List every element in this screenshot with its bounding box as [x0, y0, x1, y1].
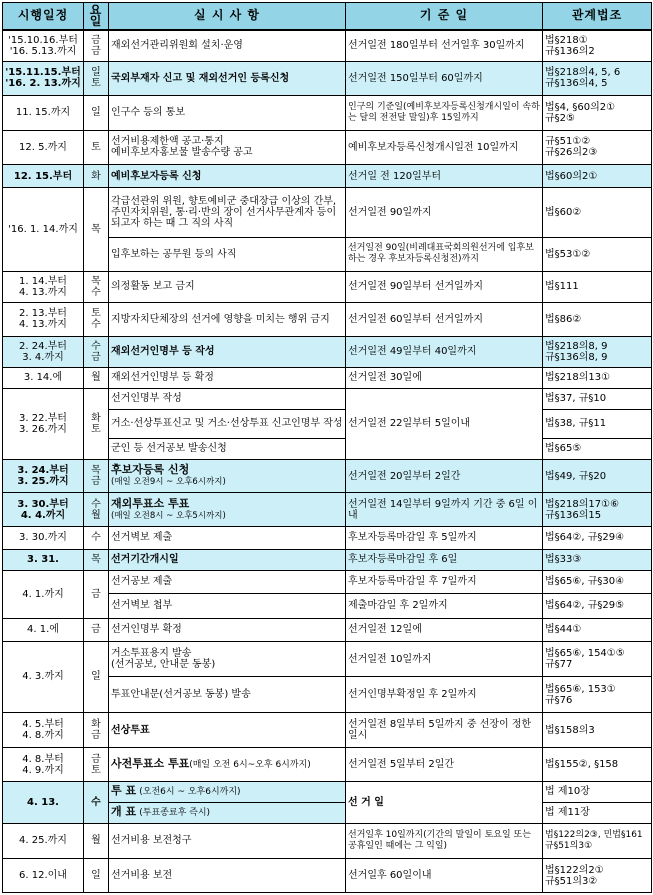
item-cell: [109, 459, 346, 492]
table-row: [3, 130, 652, 165]
item-cell: [109, 781, 346, 802]
day-cell: 금 토: [84, 748, 109, 781]
date-cell: 4. 1.에: [3, 618, 84, 641]
law-cell: 법§218의8, 9 규§136의8, 9: [543, 336, 652, 367]
item-cell: 예비후보자등록 신청: [109, 165, 346, 188]
law-cell: 법§218① 규§136의2: [543, 30, 652, 61]
day-cell: 토: [84, 130, 109, 165]
table-row: [3, 748, 652, 781]
day-cell: 일: [84, 641, 109, 712]
table-row: [3, 823, 652, 859]
item-cell: 선거비용제한액 공고·통지 예비후보자홍보물 발송수량 공고: [109, 130, 346, 165]
day-cell: 목: [84, 549, 109, 570]
table-row: [3, 96, 652, 131]
day-cell: 화 토: [84, 388, 109, 459]
table-row: [3, 61, 652, 96]
law-cell: 법§218의17①⑥ 규§136의15: [543, 493, 652, 526]
item-cell: 선거벽보 첩부: [109, 593, 346, 618]
item-cell: 거소·선상투표신고 및 거소·선상투표 신고인명부 작성: [109, 409, 346, 438]
item-subtitle: (투표종료후 즉시): [139, 808, 211, 819]
law-cell: 법§37, 규§10: [543, 388, 652, 409]
law-cell: 법 제10장: [543, 781, 652, 802]
day-cell: 금 금: [84, 30, 109, 61]
standard-cell: 선거일 전 120일부터: [346, 165, 543, 188]
law-cell: 법§158의3: [543, 712, 652, 748]
standard-cell: 후보자등록마감일 후 5일까지: [346, 526, 543, 549]
item-cell: 군인 등 선거공보 발송신청: [109, 438, 346, 459]
item-cell: [109, 802, 346, 823]
item-subtitle: (매일 오전 6시~오후 6시까지): [189, 760, 311, 771]
table-row: [3, 493, 652, 526]
date-cell: 3. 31.: [3, 549, 84, 570]
standard-cell: 선거일후 10일까지(기간의 말일이 토요일 또는 공휴일인 때에는 그 익일): [346, 823, 543, 859]
standard-cell: 선거일전 22일부터 5일이내: [346, 388, 543, 459]
law-cell: 법 제11장: [543, 802, 652, 823]
law-cell: 법§122의2③, 민법§161 규§51의3①: [543, 823, 652, 859]
law-cell: 법§218의13①: [543, 367, 652, 388]
date-cell: 3. 30.부터 4. 4.까지: [3, 493, 84, 526]
standard-cell: 예비후보자등록신청개시일전 10일까지: [346, 130, 543, 165]
day-cell: 목 금: [84, 459, 109, 492]
table-row: [3, 859, 652, 893]
law-cell: 법§60②: [543, 188, 652, 238]
date-cell: '15.11.15.부터 '16. 2. 13.까지: [3, 61, 84, 96]
header-standard: 기 준 일: [346, 3, 543, 30]
standard-cell: 선거일전 90일까지: [346, 188, 543, 238]
table-row: [3, 712, 652, 748]
day-cell: 수: [84, 781, 109, 823]
law-cell: 법§86②: [543, 303, 652, 336]
table-row: [3, 618, 652, 641]
item-cell: 선상투표: [109, 712, 346, 748]
table-row: [3, 641, 652, 677]
item-title: 후보자등록 신청: [111, 463, 190, 477]
law-cell: 법§65⑥, 규§30④: [543, 570, 652, 593]
standard-cell: 선거일전 60일부터 선거일까지: [346, 303, 543, 336]
item-cell: 선거인명부 작성: [109, 388, 346, 409]
table-row: [3, 526, 652, 549]
standard-cell: 후보자등록마감일 후 7일까지: [346, 570, 543, 593]
table-row: [3, 459, 652, 492]
law-cell: 법§155②, §158: [543, 748, 652, 781]
law-cell: 법§111: [543, 271, 652, 302]
date-cell: 11. 15.까지: [3, 96, 84, 131]
item-cell: 선거기간개시일: [109, 549, 346, 570]
law-cell: 법§122의2① 규§51의3②: [543, 859, 652, 893]
date-cell: 4. 25.까지: [3, 823, 84, 859]
date-cell: 4. 5.부터 4. 8.까지: [3, 712, 84, 748]
law-cell: 법§65⑥, 153① 규§76: [543, 677, 652, 713]
date-cell: 12. 5.까지: [3, 130, 84, 165]
item-cell: 지방자치단체장의 선거에 영향을 미치는 행위 금지: [109, 303, 346, 336]
table-row: [3, 336, 652, 367]
item-cell: 거소투표용지 발송 (선거공보, 안내문 동봉): [109, 641, 346, 677]
item-cell: 인구수 등의 통보: [109, 96, 346, 131]
standard-cell: 선거일전 180일부터 선거일후 30일까지: [346, 30, 543, 61]
day-cell: 일: [84, 859, 109, 893]
day-cell: 토 수: [84, 303, 109, 336]
header-item: 실 시 사 항: [109, 3, 346, 30]
law-cell: 법§4, §60의2① 규§2⑤: [543, 96, 652, 131]
law-cell: 법§33③: [543, 549, 652, 570]
standard-cell: 선거일전 5일부터 2일간: [346, 748, 543, 781]
standard-cell: 선거일전 90일부터 선거일까지: [346, 271, 543, 302]
date-cell: '15.10.16.부터 '16. 5.13.까지: [3, 30, 84, 61]
date-cell: 3. 22.부터 3. 26.까지: [3, 388, 84, 459]
item-subtitle: (오전6시 ~ 오후6시까지): [139, 787, 241, 798]
day-cell: 목: [84, 188, 109, 272]
table-row: [3, 367, 652, 388]
standard-cell: 선거일전 150일부터 60일까지: [346, 61, 543, 96]
standard-cell: 후보자등록마감일 후 6일: [346, 549, 543, 570]
item-cell: 재외선거인명부 등 작성: [109, 336, 346, 367]
standard-cell: 선거일전 30일에: [346, 367, 543, 388]
law-cell: 법§53①②: [543, 238, 652, 271]
standard-cell: 인구의 기준일(예비후보자등록신청개시일이 속하는 달의 전전달 말일)후 15일까지: [346, 96, 543, 131]
table-row: [3, 549, 652, 570]
date-cell: 4. 13.: [3, 781, 84, 823]
date-cell: '16. 1. 14.까지: [3, 188, 84, 272]
item-subtitle: (매일 오전9시 ~ 오후6시까지): [111, 477, 226, 488]
day-cell: 일 토: [84, 61, 109, 96]
standard-cell: 선거일전 14일부터 9일까지 기간 중 6일 이내: [346, 493, 543, 526]
item-cell: 선거비용 보전: [109, 859, 346, 893]
standard-cell: 선거인명부확정일 후 2일까지: [346, 677, 543, 713]
table-row: [3, 303, 652, 336]
item-cell: [109, 748, 346, 781]
date-cell: 6. 12.이내: [3, 859, 84, 893]
law-cell: 법§44①: [543, 618, 652, 641]
day-cell: 수 금: [84, 336, 109, 367]
date-cell: 4. 8.부터 4. 9.까지: [3, 748, 84, 781]
table-row: [3, 781, 652, 802]
day-cell: 일: [84, 96, 109, 131]
table-row: [3, 388, 652, 409]
day-cell: 수: [84, 526, 109, 549]
law-cell: 규§51①② 규§26의2③: [543, 130, 652, 165]
law-cell: 법§38, 규§11: [543, 409, 652, 438]
law-cell: 법§65⑤: [543, 438, 652, 459]
table-row: [3, 570, 652, 593]
header-row: [3, 3, 652, 30]
day-cell: 월: [84, 367, 109, 388]
date-cell: 1. 14.부터 4. 13.까지: [3, 271, 84, 302]
table-row: [3, 188, 652, 238]
item-cell: 선거벽보 제출: [109, 526, 346, 549]
day-cell: 화 금: [84, 712, 109, 748]
header-day: 요일: [84, 3, 109, 30]
item-cell: 국외부재자 신고 및 재외선거인 등록신청: [109, 61, 346, 96]
item-cell: [109, 493, 346, 526]
item-cell: 선거비용 보전청구: [109, 823, 346, 859]
item-cell: 투표안내문(선거공보 동봉) 발송: [109, 677, 346, 713]
standard-cell: 선거일전 10일까지: [346, 641, 543, 677]
table-row: [3, 165, 652, 188]
date-cell: 2. 24.부터 3. 4.까지: [3, 336, 84, 367]
date-cell: 4. 3.까지: [3, 641, 84, 712]
law-cell: 법§49, 규§20: [543, 459, 652, 492]
item-subtitle: (매일 오전8시 ~ 오후5시까지): [111, 510, 226, 521]
standard-cell: 선 거 일: [346, 781, 543, 823]
item-cell: 의정활동 보고 금지: [109, 271, 346, 302]
standard-cell: 선거일후 60일이내: [346, 859, 543, 893]
header-date: 시행일정: [3, 3, 84, 30]
header-law: 관계법조: [543, 3, 652, 30]
day-cell: 금: [84, 618, 109, 641]
table-row: [3, 271, 652, 302]
day-cell: 금: [84, 570, 109, 618]
item-title: 재외투표소 투표: [111, 496, 190, 510]
item-cell: 입후보하는 공무원 등의 사직: [109, 238, 346, 271]
item-title: 사전투표소 투표: [111, 757, 190, 771]
item-cell: 선거인명부 확정: [109, 618, 346, 641]
item-title: 투 표: [111, 784, 137, 798]
item-cell: 재외선거관리위원회 설치·운영: [109, 30, 346, 61]
standard-cell: 제출마감일 후 2일까지: [346, 593, 543, 618]
standard-cell: 선거일전 90일(비례대표국회의원선거에 입후보하는 경우 후보자등록신청전)까지: [346, 238, 543, 271]
day-cell: 수 월: [84, 493, 109, 526]
law-cell: 법§65⑥, 154①⑤ 규§77: [543, 641, 652, 677]
item-cell: 각급선관위 위원, 향토예비군 중대장급 이상의 간부, 주민자치위원, 통·리·반의 장이 선거사무관계자 등이 되고자 하는 때 그 직의 사직: [109, 188, 346, 238]
law-cell: 법§218의4, 5, 6 규§136의4, 5: [543, 61, 652, 96]
table-row: [3, 30, 652, 61]
date-cell: 3. 24.부터 3. 25.까지: [3, 459, 84, 492]
item-cell: 선거공보 제출: [109, 570, 346, 593]
item-title: 개 표: [111, 805, 137, 819]
day-cell: 목 수: [84, 271, 109, 302]
election-schedule-table: [2, 2, 652, 893]
day-cell: 월: [84, 823, 109, 859]
law-cell: 법§64②, 규§29⑤: [543, 593, 652, 618]
standard-cell: 선거일전 49일부터 40일까지: [346, 336, 543, 367]
item-cell: 재외선거인명부 등 확정: [109, 367, 346, 388]
date-cell: 12. 15.부터: [3, 165, 84, 188]
law-cell: 법§64②, 규§29④: [543, 526, 652, 549]
date-cell: 3. 30.까지: [3, 526, 84, 549]
standard-cell: 선거일전 12일에: [346, 618, 543, 641]
day-cell: 화: [84, 165, 109, 188]
law-cell: 법§60의2①: [543, 165, 652, 188]
date-cell: 2. 13.부터 4. 13.까지: [3, 303, 84, 336]
standard-cell: 선거일전 20일부터 2일간: [346, 459, 543, 492]
date-cell: 3. 14.에: [3, 367, 84, 388]
date-cell: 4. 1.까지: [3, 570, 84, 618]
standard-cell: 선거일전 8일부터 5일까지 중 선장이 정한 일시: [346, 712, 543, 748]
